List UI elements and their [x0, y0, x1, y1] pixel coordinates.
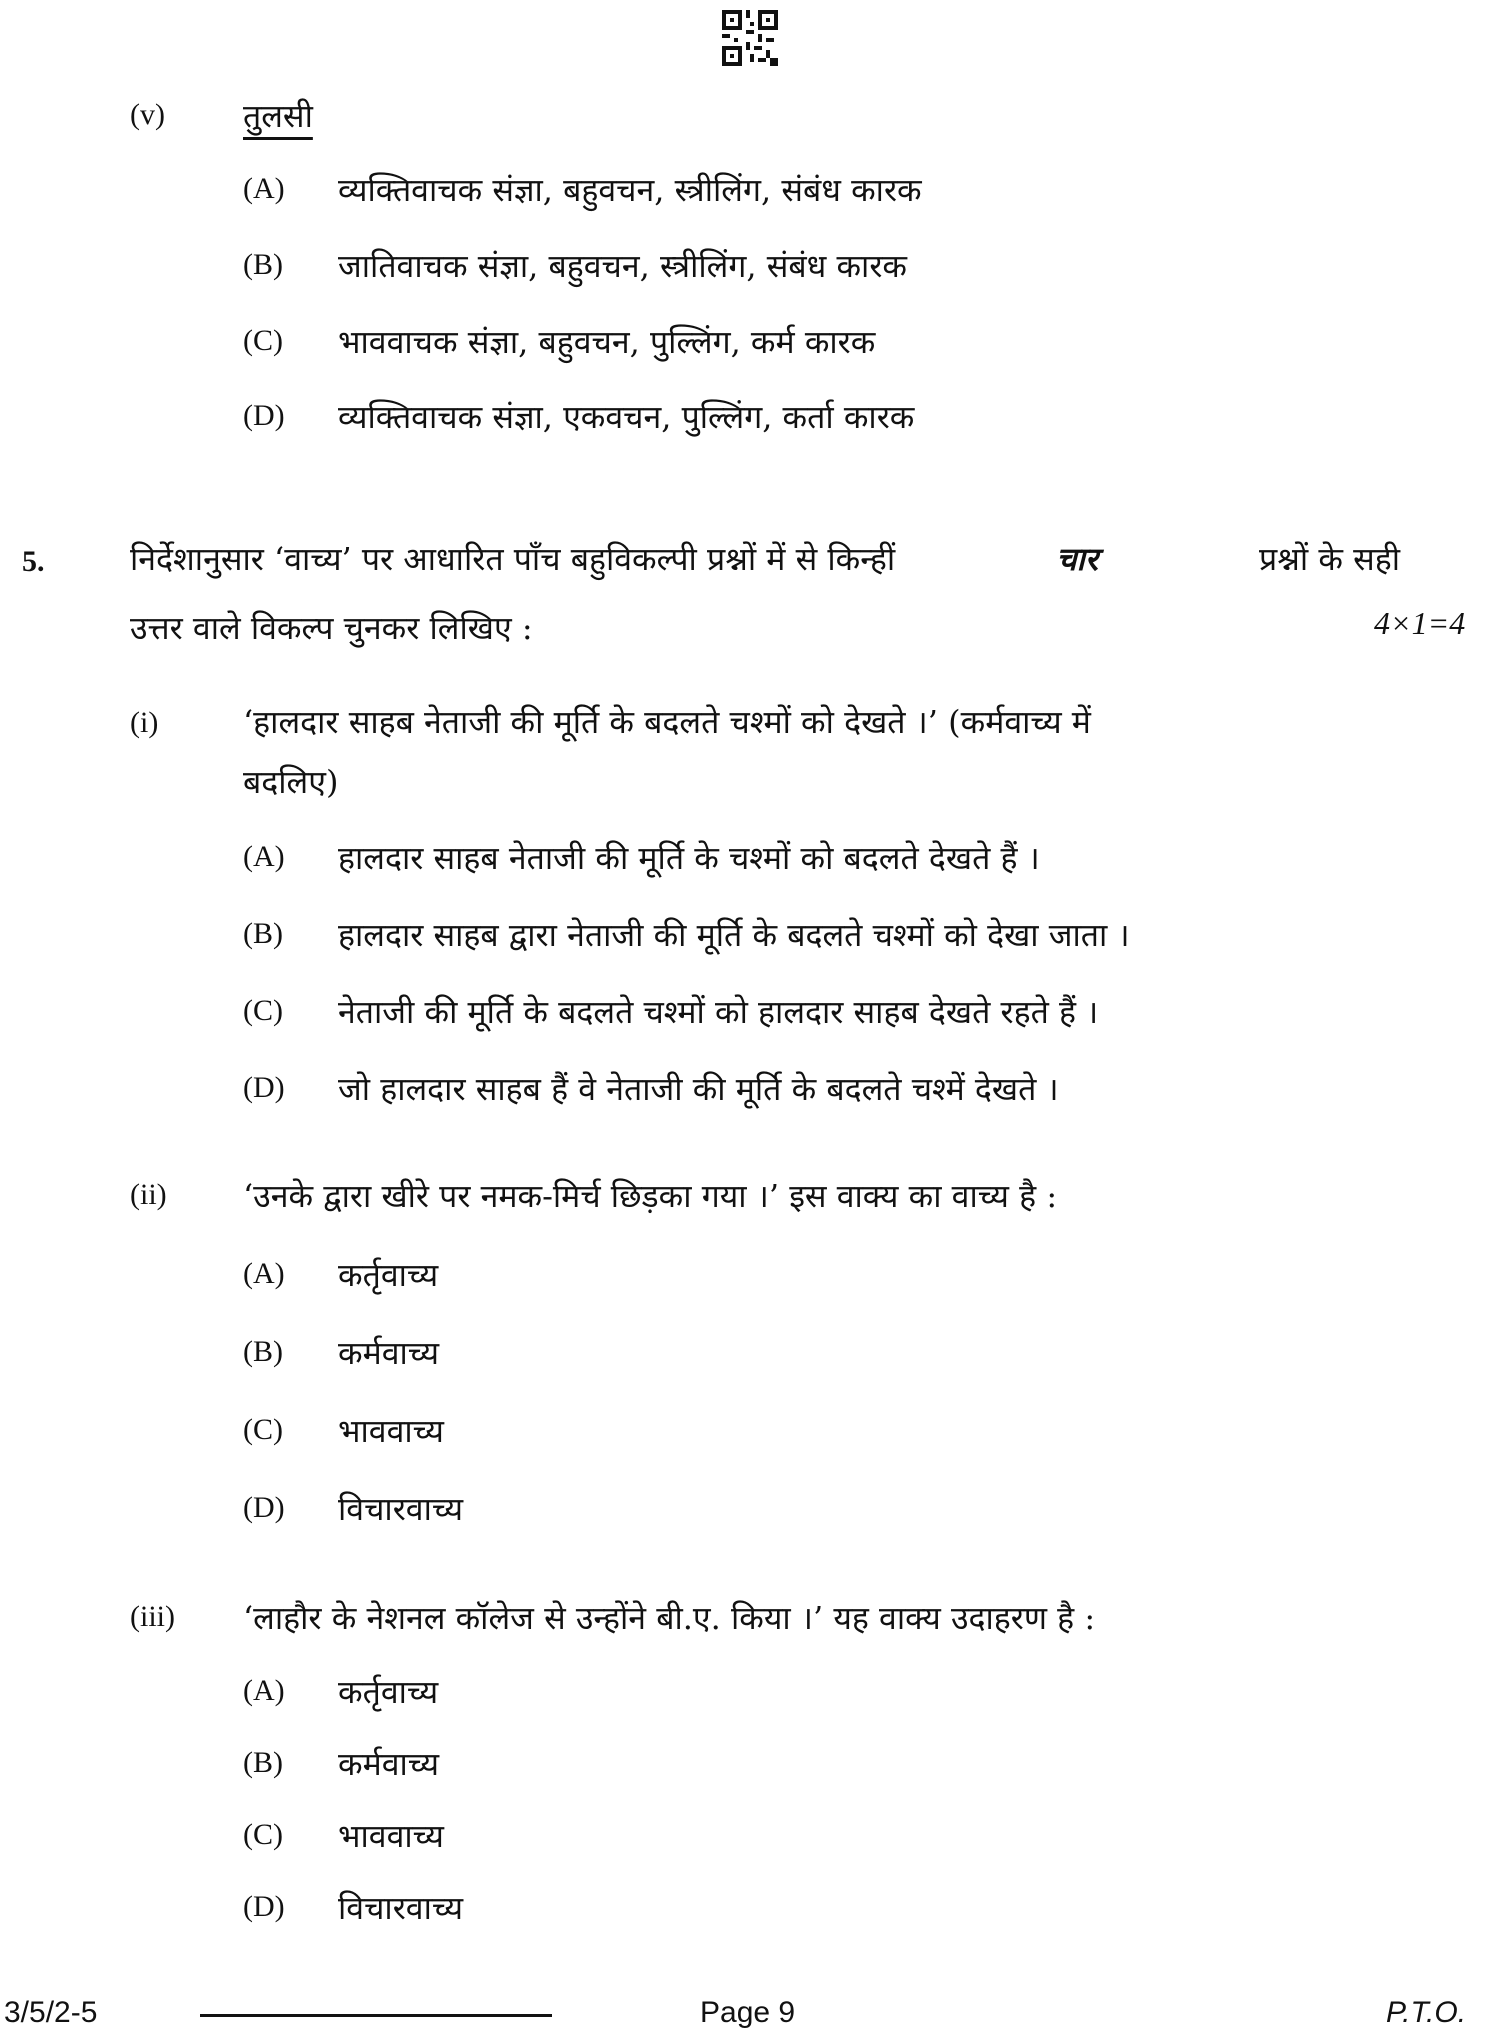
- option-label: (C): [243, 1818, 283, 1851]
- question-stem-text: प्रश्नों के सही: [1259, 540, 1400, 578]
- option-label: (D): [243, 1491, 285, 1524]
- option-label: (C): [243, 324, 283, 357]
- option-text: हालदार साहब नेताजी की मूर्ति के चश्मों को बदलते देखते हैं ।: [338, 839, 1040, 877]
- option-label: (D): [243, 1071, 285, 1104]
- option-label: (D): [243, 399, 285, 432]
- option-text: हालदार साहब द्वारा नेताजी की मूर्ति के बदलते चश्मों को देखा जाता ।: [338, 916, 1130, 954]
- option-label: (A): [243, 172, 285, 205]
- option-text: भाववाच्य: [338, 1817, 444, 1855]
- question-stem-line1: [130, 537, 1400, 580]
- question-part-text: ‘लाहौर के नेशनल कॉलेज से उन्होंने बी.ए. किया ।’ यह वाक्य उदाहरण है :: [243, 1599, 1096, 1637]
- option-text: भाववाच्य: [338, 1412, 444, 1450]
- option-label: (B): [243, 1746, 283, 1779]
- marks-label: 4×1=4: [1374, 605, 1466, 641]
- question-part-number: (i): [130, 706, 159, 739]
- option-label: (B): [243, 917, 283, 950]
- question-word: तुलसी: [243, 97, 313, 135]
- page-number: Page 9: [700, 1996, 796, 2029]
- question-part-number: (v): [130, 98, 165, 131]
- option-label: (A): [243, 840, 285, 873]
- option-label: (B): [243, 248, 283, 281]
- qr-code-icon: [722, 10, 778, 66]
- option-label: (C): [243, 994, 283, 1027]
- question-part-text: ‘हालदार साहब नेताजी की मूर्ति के बदलते चश्मों को देखते ।’ (कर्मवाच्य में: [243, 703, 1091, 741]
- question-part-number: (iii): [130, 1600, 175, 1633]
- option-text: कर्मवाच्य: [338, 1745, 440, 1783]
- question-stem-emphasis: चार: [1056, 540, 1098, 578]
- question-part-text: ‘उनके द्वारा खीरे पर नमक-मिर्च छिड़का गया ।’ इस वाक्य का वाच्य है :: [243, 1177, 1058, 1215]
- option-text: विचारवाच्य: [338, 1490, 464, 1528]
- option-text: विचारवाच्य: [338, 1889, 464, 1927]
- option-text: भाववाचक संज्ञा, बहुवचन, पुल्लिंग, कर्म कारक: [338, 323, 876, 361]
- option-label: (A): [243, 1674, 285, 1707]
- option-text: कर्मवाच्य: [338, 1334, 440, 1372]
- option-label: (C): [243, 1413, 283, 1446]
- option-text: कर्तृवाच्य: [338, 1673, 439, 1711]
- option-text: कर्तृवाच्य: [338, 1256, 439, 1294]
- option-text: जो हालदार साहब हैं वे नेताजी की मूर्ति के बदलते चश्में देखते ।: [338, 1070, 1059, 1108]
- paper-code: 3/5/2-5: [4, 1996, 98, 2029]
- footer-rule: [200, 2014, 552, 2017]
- option-text: नेताजी की मूर्ति के बदलते चश्मों को हालदार साहब देखते रहते हैं ।: [338, 993, 1099, 1031]
- option-text: जातिवाचक संज्ञा, बहुवचन, स्त्रीलिंग, संबंध कारक: [338, 247, 907, 285]
- pto-label: P.T.O.: [1386, 1996, 1467, 2029]
- option-label: (A): [243, 1257, 285, 1290]
- question-part-stem: [243, 700, 1400, 743]
- option-text: व्यक्तिवाचक संज्ञा, बहुवचन, स्त्रीलिंग, संबंध कारक: [338, 171, 922, 209]
- option-label: (D): [243, 1890, 285, 1923]
- question-part-number: (ii): [130, 1178, 167, 1211]
- option-text: व्यक्तिवाचक संज्ञा, एकवचन, पुल्लिंग, कर्ता कारक: [338, 398, 915, 436]
- question-part-stem-line2: बदलिए): [243, 763, 339, 801]
- question-stem-line2: उत्तर वाले विकल्प चुनकर लिखिए :: [130, 609, 533, 647]
- question-number: 5.: [22, 545, 45, 578]
- question-stem-text: निर्देशानुसार ‘वाच्य’ पर आधारित पाँच बहुविकल्पी प्रश्नों में से किन्हीं: [130, 540, 896, 578]
- option-label: (B): [243, 1335, 283, 1368]
